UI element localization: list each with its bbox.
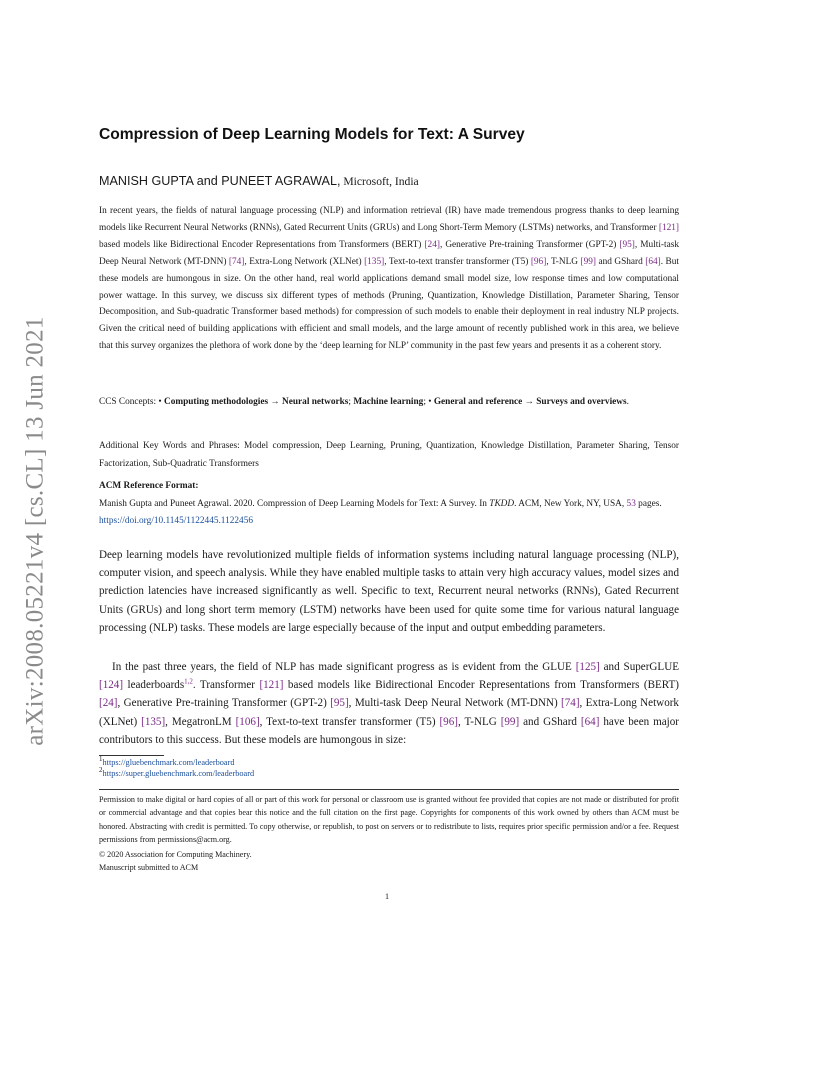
ccs-concepts: CCS Concepts: • Computing methodologies → Neural networks; Machine learning; • General and reference → Surveys and overviews. [99, 397, 629, 407]
permission-notice: Permission to make digital or hard copies of all or part of this work for personal or classroom use is granted without fee provided that copies are not made or distributed for profit or commercial advantage and that copies bear this notice and the full citation on the first page. Copyrights for components of this work owned by others than ACM must be honored. Abstracting with credit is permitted. To copy otherwise, or republish, to post on servers or to redistribute to lists, requires prior specific permission and/or a fee. Request permissions from permissions@acm.org. [99, 795, 679, 845]
author-line [99, 174, 419, 188]
citation-link[interactable]: [121] [658, 222, 679, 233]
citation-link[interactable]: [99] [580, 256, 596, 267]
arxiv-identifier: arXiv:2008.05221v4 [cs.CL] 13 Jun 2021 [22, 316, 50, 746]
citation-link[interactable]: [99] [500, 715, 520, 728]
reference-format-heading: ACM Reference Format: [99, 481, 199, 491]
footnote-url-link[interactable]: https://super.gluebenchmark.com/leaderboard [102, 769, 255, 778]
citation-link[interactable]: [135] [141, 715, 166, 728]
doi-link[interactable]: https://doi.org/10.1145/1122445.1122456 [99, 516, 254, 526]
keywords: Additional Key Words and Phrases: Model compression, Deep Learning, Pruning, Quantization, Knowledge Distillation, Parameter Sharing, Tensor Factorization, Sub-Quadratic Transformers [99, 441, 679, 469]
citation-link[interactable]: [64] [645, 256, 661, 267]
paper-title: Compression of Deep Learning Models for Text: A Survey [99, 126, 525, 143]
manuscript-line: Manuscript submitted to ACM [99, 863, 199, 872]
citation-link[interactable]: [124] [99, 679, 124, 692]
citation-link[interactable]: [24] [424, 239, 440, 250]
footnote-number: 1 [99, 755, 103, 764]
citation-link[interactable]: [106] [235, 715, 260, 728]
citation-link[interactable]: [96] [439, 715, 458, 728]
citation-link[interactable]: [96] [530, 256, 547, 267]
citation-link[interactable]: [95] [619, 239, 635, 250]
citation-link[interactable]: [64] [580, 715, 600, 728]
citation-link[interactable]: [74] [561, 697, 580, 710]
citation-link[interactable]: [135] [364, 256, 385, 267]
footnote-marker[interactable]: 1,2 [184, 677, 193, 686]
intro-paragraph-2: In the past three years, the field of NLP has made significant progress as is evident from the GLUE [125] and SuperGLUE [124] leaderboards$^{1,2}$. Transformer [121] based models like Bidirectional Encoder Representations from Transformers (BERT) [24], Generative Pre-training Transformer (GPT-2) [95], Multi-task Deep Neural Network (MT-DNN) [74], Extra-Long Network (XLNet) [135], MegatronLM [106], Text-to-text transfer transformer (T5) [96], T-NLG [99] and GShard [64] have been major contributors to this success. But these models are humongous in size: [99, 661, 679, 746]
citation-link[interactable]: [125] [575, 661, 600, 673]
intro-paragraph-1: Deep learning models have revolutionized multiple fields of information systems including natural language processing (NLP), computer vision, and speech analysis. While they have enabled multiple tasks to attain very high accuracy values, model sizes and prediction latencies have increased significantly as well. Specific to text, Recurrent neural networks (RNNs), Gated Recurrent Units (GRUs) and long short term memory (LSTM) networks have been used for quite some time for various natural language processing (NLP) tasks. These models are large especially because of the input and output embedding parameters. [99, 549, 679, 634]
permission-divider [99, 789, 679, 790]
footnote-divider [99, 755, 164, 756]
citation-link[interactable]: [95] [330, 697, 349, 710]
page-number: 1 [385, 892, 390, 901]
author-affiliation: Microsoft, India [340, 175, 419, 188]
citation-link[interactable]: [121] [259, 679, 284, 692]
author-names: MANISH GUPTA and PUNEET AGRAWAL, [99, 174, 341, 188]
abstract: In recent years, the fields of natural language processing (NLP) and information retrieval (IR) have made tremendous progress thanks to deep learning models like Recurrent Neural Networks (RNNs), Gated Recurrent Units (GRUs) and Long Short-Term Memory (LSTMs) networks, and Transformer [121] based models like Bidirectional Encoder Representations from Transformers (BERT) [24], Generative Pre-training Transformer (GPT-2) [95], Multi-task Deep Neural Network (MT-DNN) [74], Extra-Long Network (XLNet) [135], Text-to-text transfer transformer (T5) [96], T-NLG [99] and GShard [64]. But these models are humongous in size. On the other hand, real world applications demand small model size, low response times and low computational power wattage. In this survey, we discuss six different types of methods (Pruning, Quantization, Knowledge Distillation, Parameter Sharing, Tensor Decomposition, and Sub-quadratic Transformer based methods) for compression of such models to enable their deployment in real industry NLP projects. Given the critical need of building applications with efficient and small models, and the large amount of recently published work in this area, we believe that this survey organizes the plethora of work done by the ‘deep learning for NLP’ community in the past few years and presents it as a coherent story. [99, 206, 679, 352]
copyright-line: © 2020 Association for Computing Machinery. [99, 850, 252, 859]
reference-format-text: Manish Gupta and Puneet Agrawal. 2020. Compression of Deep Learning Models for Text: A Survey. In TKDD. ACM, New York, NY, USA, 53 pages. https://doi.org/10.1145/1122445.1122456 [99, 499, 662, 526]
arxiv-watermark [14, 296, 58, 766]
pages-link[interactable]: 53 [626, 499, 636, 509]
footnote-2 [99, 766, 255, 778]
footnote-number: 2 [99, 766, 103, 775]
citation-link[interactable]: [24] [99, 697, 118, 710]
citation-link[interactable]: [74] [228, 256, 245, 267]
footnote-url-link[interactable]: https://gluebenchmark.com/leaderboard [102, 758, 235, 767]
footnote-1 [99, 755, 235, 767]
